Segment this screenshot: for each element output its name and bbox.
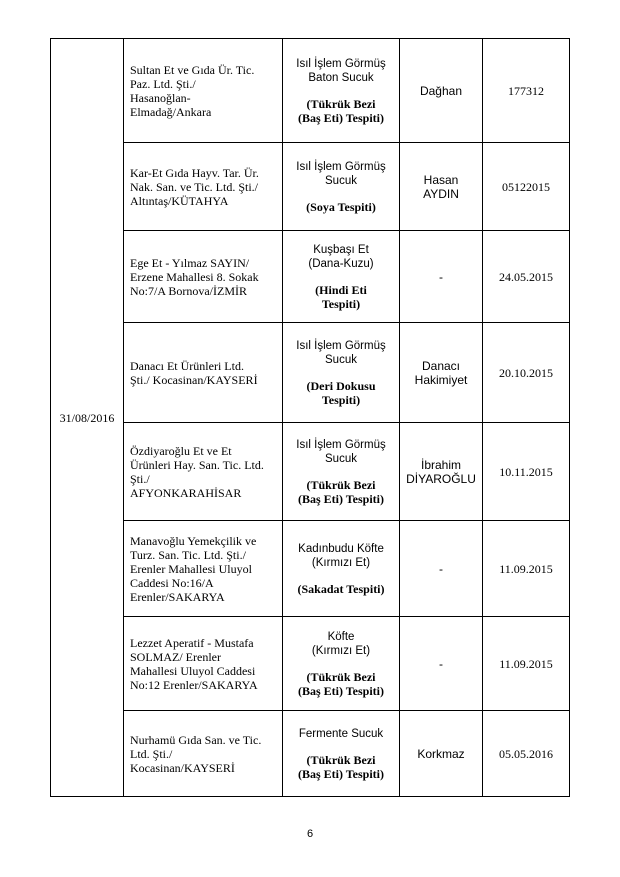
brand-cell [400, 231, 483, 323]
date-cell: 31/08/2016 [51, 39, 124, 797]
product-name: Kuşbaşı Et (Dana-Kuzu) [308, 243, 374, 270]
brand-text: - [439, 656, 443, 671]
finding-text: (Deri Dokusu Tespiti) [306, 378, 376, 407]
company-cell [124, 323, 283, 423]
brand-text: Danacı Hakimiyet [414, 358, 468, 387]
product-cell [283, 143, 400, 231]
product-name: Isıl İşlem Görmüş Baton Sucuk [296, 57, 386, 84]
brand-cell [400, 143, 483, 231]
company-cell [124, 423, 283, 521]
table-row [51, 521, 570, 617]
company-cell [124, 521, 283, 617]
brand-cell [400, 39, 483, 143]
page-number: 6 [306, 828, 314, 840]
company-text: Lezzet Aperatif - Mustafa SOLMAZ/ Erenler Mahallesi Uluyol Caddesi No:12 Erenler/SAKARYA [130, 635, 258, 692]
product-cell [283, 423, 400, 521]
finding-text: (Tükrük Bezi (Baş Eti) Tespiti) [297, 96, 384, 125]
company-text: Sultan Et ve Gıda Ür. Tic. Paz. Ltd. Şti./ Hasanoğlan- Elmadağ/Ankara [130, 62, 255, 119]
brand-cell [400, 617, 483, 711]
company-text: Kar-Et Gıda Hayv. Tar. Ür. Nak. San. ve Tic. Ltd. Şti./ Altıntaş/KÜTAHYA [130, 165, 259, 208]
company-cell [124, 617, 283, 711]
company-cell [124, 143, 283, 231]
product-cell [283, 521, 400, 617]
finding-text: (Tükrük Bezi (Baş Eti) Tespiti) [297, 477, 384, 506]
brand-cell [400, 423, 483, 521]
finding-text: (Sakadat Tespiti) [297, 581, 385, 596]
brand-text: Dağhan [419, 83, 463, 98]
product-cell [283, 711, 400, 797]
lot-cell: 05122015 [483, 143, 570, 231]
brand-text: Korkmaz [417, 746, 465, 761]
table-row [51, 143, 570, 231]
product-name: Köfte (Kırmızı Et) [311, 630, 371, 657]
product-cell [283, 39, 400, 143]
table-row [51, 711, 570, 797]
product-name: Fermente Sucuk [298, 727, 384, 740]
table-row [51, 617, 570, 711]
brand-cell [400, 323, 483, 423]
lot-cell: 177312 [483, 39, 570, 143]
company-text: Ege Et - Yılmaz SAYIN/ Erzene Mahallesi 8. Sokak No:7/A Bornova/İZMİR [130, 255, 259, 298]
table-row [51, 39, 570, 143]
table-row [51, 323, 570, 423]
brand-text: - [439, 561, 443, 576]
brand-text: - [439, 269, 443, 284]
finding-text: (Tükrük Bezi (Baş Eti) Tespiti) [297, 752, 384, 781]
company-cell [124, 711, 283, 797]
product-name: Isıl İşlem Görmüş Sucuk [296, 339, 386, 366]
company-text: Danacı Et Ürünleri Ltd. Şti./ Kocasinan/KAYSERİ [130, 358, 258, 387]
brand-cell [400, 711, 483, 797]
product-name: Isıl İşlem Görmüş Sucuk [296, 160, 386, 187]
finding-text: (Tükrük Bezi (Baş Eti) Tespiti) [297, 669, 384, 698]
table-row [51, 231, 570, 323]
brand-text: İbrahim DİYAROĞLU [406, 457, 476, 486]
company-cell [124, 231, 283, 323]
company-text: Özdiyaroğlu Et ve Et Ürünleri Hay. San. Tic. Ltd. Şti./ AFYONKARAHİSAR [130, 443, 264, 500]
brand-text: Hasan AYDIN [423, 172, 459, 201]
product-cell [283, 231, 400, 323]
finding-text: (Soya Tespiti) [306, 199, 376, 214]
product-name: Kadınbudu Köfte (Kırmızı Et) [298, 542, 384, 569]
finding-text: (Hindi Eti Tespiti) [315, 282, 367, 311]
results-table [50, 38, 570, 797]
lot-cell: 10.11.2015 [483, 423, 570, 521]
company-cell [124, 39, 283, 143]
results-table-body [51, 39, 570, 797]
lot-cell: 11.09.2015 [483, 521, 570, 617]
company-text: Manavoğlu Yemekçilik ve Turz. San. Tic. Ltd. Şti./ Erenler Mahallesi Uluyol Caddesi No:16/A Erenler/SAKARYA [130, 533, 257, 604]
lot-cell: 24.05.2015 [483, 231, 570, 323]
company-text: Nurhamü Gıda San. ve Tic. Ltd. Şti./ Kocasinan/KAYSERİ [130, 732, 262, 775]
brand-cell [400, 521, 483, 617]
table-row [51, 423, 570, 521]
product-name: Isıl İşlem Görmüş Sucuk [296, 438, 386, 465]
lot-cell: 20.10.2015 [483, 323, 570, 423]
product-cell [283, 617, 400, 711]
product-cell [283, 323, 400, 423]
lot-cell: 11.09.2015 [483, 617, 570, 711]
lot-cell: 05.05.2016 [483, 711, 570, 797]
